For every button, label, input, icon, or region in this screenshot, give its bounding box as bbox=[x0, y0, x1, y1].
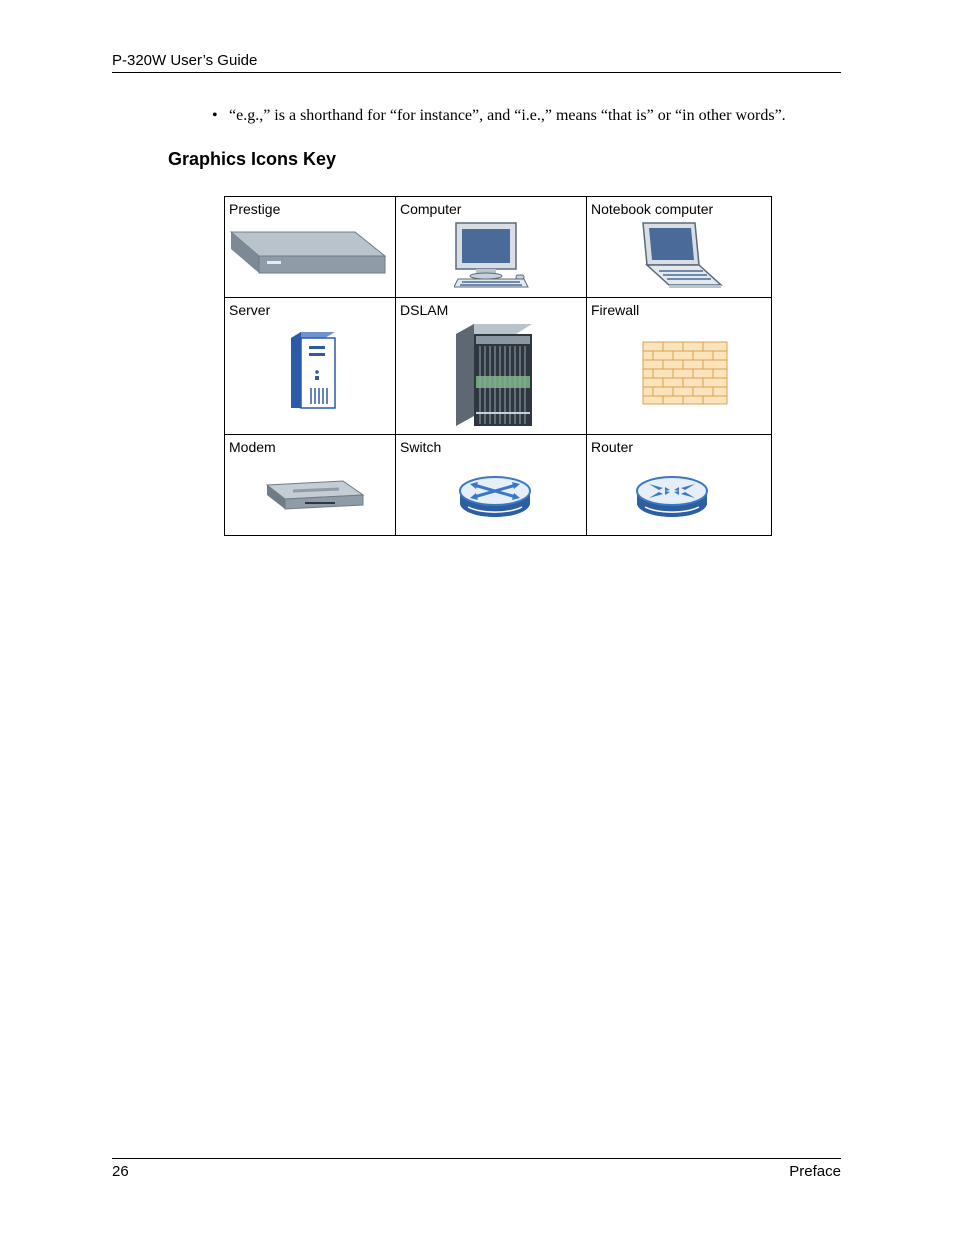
table-cell-router bbox=[587, 435, 772, 536]
cell-label: Computer bbox=[400, 201, 462, 217]
switch-icon bbox=[458, 475, 532, 519]
bullet-symbol: • bbox=[212, 107, 218, 124]
firewall-icon bbox=[641, 340, 729, 406]
section-title: Graphics Icons Key bbox=[168, 149, 337, 169]
server-icon bbox=[289, 332, 337, 410]
prestige-icon bbox=[229, 230, 387, 276]
cell-label: Modem bbox=[229, 439, 276, 455]
cell-label: Prestige bbox=[229, 201, 281, 217]
notebook-computer-icon bbox=[637, 221, 723, 289]
header-title: P-320W User’s Guide bbox=[112, 52, 258, 69]
table-cell-modem bbox=[225, 435, 396, 536]
cell-label: DSLAM bbox=[400, 302, 449, 318]
cell-label: Server bbox=[229, 302, 271, 318]
table-cell-notebook-computer bbox=[587, 197, 772, 298]
computer-icon bbox=[454, 221, 530, 289]
table-cell-firewall bbox=[587, 298, 772, 435]
table-cell-dslam bbox=[396, 298, 587, 435]
page-footer bbox=[112, 1158, 841, 1183]
page-number: 26 bbox=[112, 1163, 129, 1180]
table-cell-server bbox=[225, 298, 396, 435]
table-cell-computer bbox=[396, 197, 587, 298]
cell-label: Firewall bbox=[591, 302, 640, 318]
modem-icon bbox=[265, 479, 365, 513]
page-header bbox=[112, 51, 841, 73]
table-cell-prestige bbox=[225, 197, 396, 298]
cell-label: Router bbox=[591, 439, 634, 455]
bullet-item bbox=[212, 107, 786, 125]
bullet-text: “e.g.,” is a shorthand for “for instance”, and “i.e.,” means “that is” or “in other words”. bbox=[229, 107, 786, 124]
graphics-icons-table bbox=[224, 196, 772, 536]
table-cell-switch bbox=[396, 435, 587, 536]
cell-label: Notebook computer bbox=[591, 201, 714, 217]
chapter-name: Preface bbox=[789, 1163, 841, 1180]
dslam-icon bbox=[454, 324, 536, 426]
router-icon bbox=[635, 475, 709, 519]
cell-label: Switch bbox=[400, 439, 442, 455]
